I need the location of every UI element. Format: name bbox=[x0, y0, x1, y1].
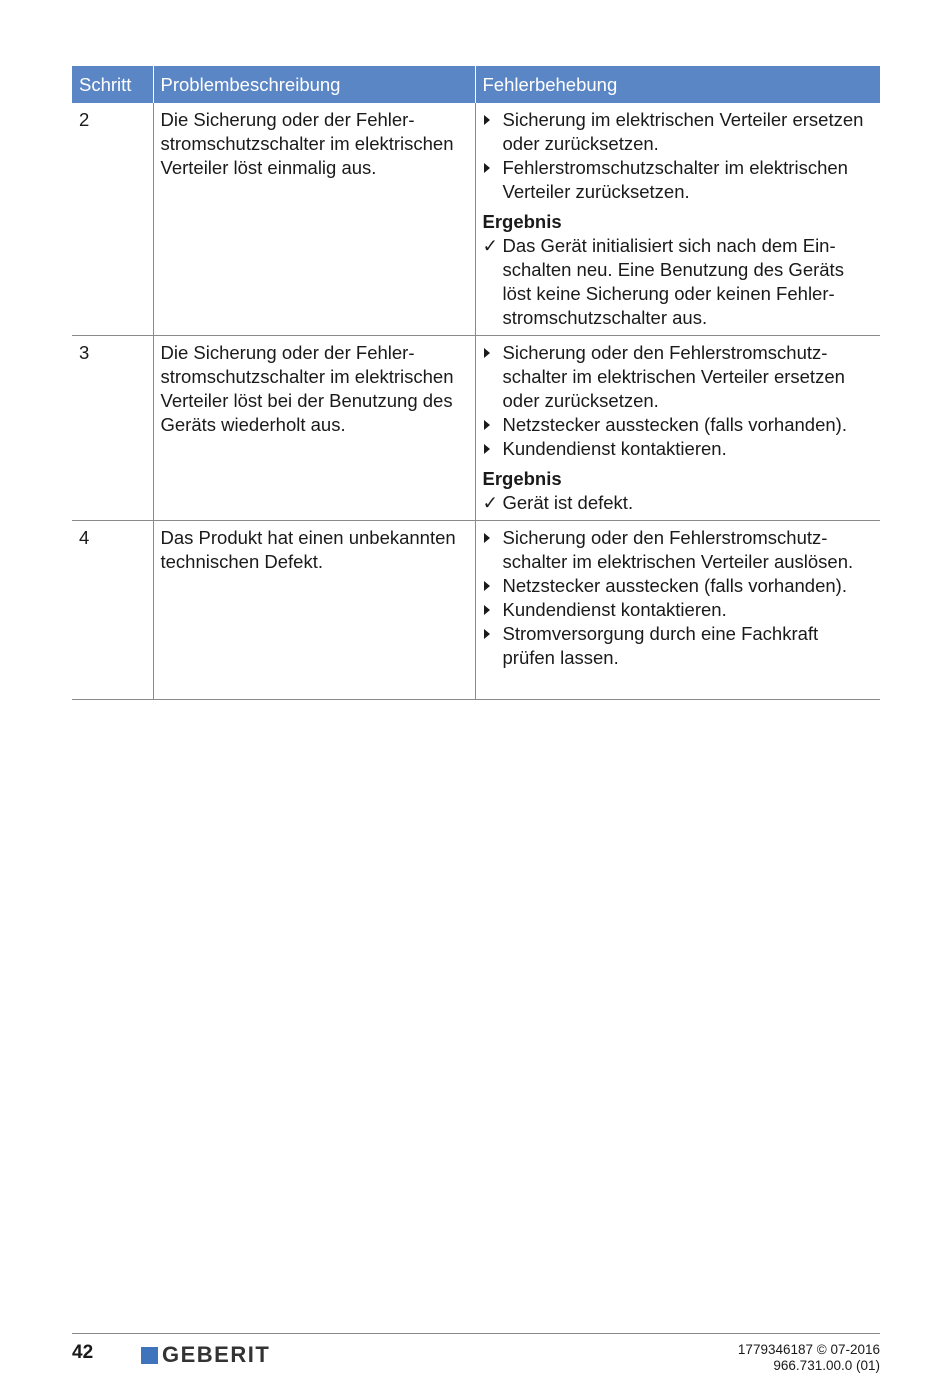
fix-item: Fehlerstromschutzschalter im elektrischen Verteiler zurücksetzen. bbox=[483, 156, 874, 204]
troubleshooting-table bbox=[72, 66, 880, 700]
problem-description: Die Sicherung oder der Fehlerstromschutzschalter im elektrischen Verteiler löst bei der Benutzung des Geräts wiederholt aus. bbox=[153, 336, 475, 521]
fix-list bbox=[483, 341, 874, 461]
triangle-right-icon bbox=[484, 163, 490, 173]
fix-item: Sicherung im elektrischen Verteiler ersetzen oder zurücksetzen. bbox=[483, 108, 874, 156]
table-row bbox=[72, 336, 880, 521]
fix-list bbox=[483, 526, 874, 670]
result-text: ✓ Gerät ist defekt. bbox=[482, 492, 634, 513]
result-heading: Ergebnis bbox=[482, 211, 562, 232]
step-number: 2 bbox=[72, 103, 153, 336]
problem-description: Die Sicherung oder der Fehlerstromschutzschalter im elektrischen Verteiler löst einmalig aus. bbox=[153, 103, 475, 336]
checkmark-icon: ✓ bbox=[482, 235, 499, 256]
step-number: 4 bbox=[72, 521, 153, 700]
fix-list bbox=[483, 108, 874, 204]
result-text: ✓ Das Gerät initialisiert sich nach dem Einschalten neu. Eine Benutzung des Geräts löst keine Sicherung oder keinen Fehlerstromschutzschalter aus. bbox=[482, 235, 844, 328]
table-row bbox=[72, 521, 880, 700]
triangle-right-icon bbox=[484, 348, 490, 358]
document-version: 966.731.00.0 (01) bbox=[773, 1358, 880, 1373]
fix-item: Kundendienst kontaktieren. bbox=[483, 437, 874, 461]
fix-item: Netzstecker ausstecken (falls vorhanden). bbox=[483, 413, 874, 437]
triangle-right-icon bbox=[484, 629, 490, 639]
footer-divider bbox=[72, 1333, 880, 1334]
fix-cell bbox=[475, 521, 880, 700]
table-header-row bbox=[72, 66, 880, 103]
triangle-right-icon bbox=[484, 605, 490, 615]
brand-logo bbox=[141, 1344, 270, 1366]
checkmark-icon: ✓ bbox=[482, 492, 499, 513]
header-problem: Problembeschreibung bbox=[153, 66, 475, 103]
triangle-right-icon bbox=[484, 115, 490, 125]
logo-wordmark: GEBERIT bbox=[162, 1342, 271, 1367]
table-row bbox=[72, 103, 880, 336]
page-number: 42 bbox=[72, 1342, 94, 1363]
fix-item: Sicherung oder den Fehlerstromschutzschalter im elektrischen Verteiler auslösen. bbox=[483, 526, 874, 574]
logo-square-icon bbox=[141, 1347, 158, 1364]
triangle-right-icon bbox=[484, 581, 490, 591]
fix-item: Stromversorgung durch eine Fachkraft prüfen lassen. bbox=[483, 622, 874, 670]
fix-cell bbox=[475, 336, 880, 521]
fix-item: Netzstecker ausstecken (falls vorhanden). bbox=[483, 574, 874, 598]
fix-item: Kundendienst kontaktieren. bbox=[483, 598, 874, 622]
document-info bbox=[738, 1342, 880, 1374]
document-id: 1779346187 © 07-2016 bbox=[737, 1342, 880, 1357]
header-step: Schritt bbox=[72, 66, 153, 103]
triangle-right-icon bbox=[484, 533, 490, 543]
result-heading: Ergebnis bbox=[482, 468, 562, 489]
triangle-right-icon bbox=[484, 420, 490, 430]
header-fix: Fehlerbehebung bbox=[475, 66, 880, 103]
fix-cell bbox=[475, 103, 880, 336]
step-number: 3 bbox=[72, 336, 153, 521]
triangle-right-icon bbox=[484, 444, 490, 454]
problem-description: Das Produkt hat einen unbekannten technischen Defekt. bbox=[153, 521, 475, 700]
fix-item: Sicherung oder den Fehlerstromschutzschalter im elektrischen Verteiler ersetzen oder zurücksetzen. bbox=[483, 341, 874, 413]
